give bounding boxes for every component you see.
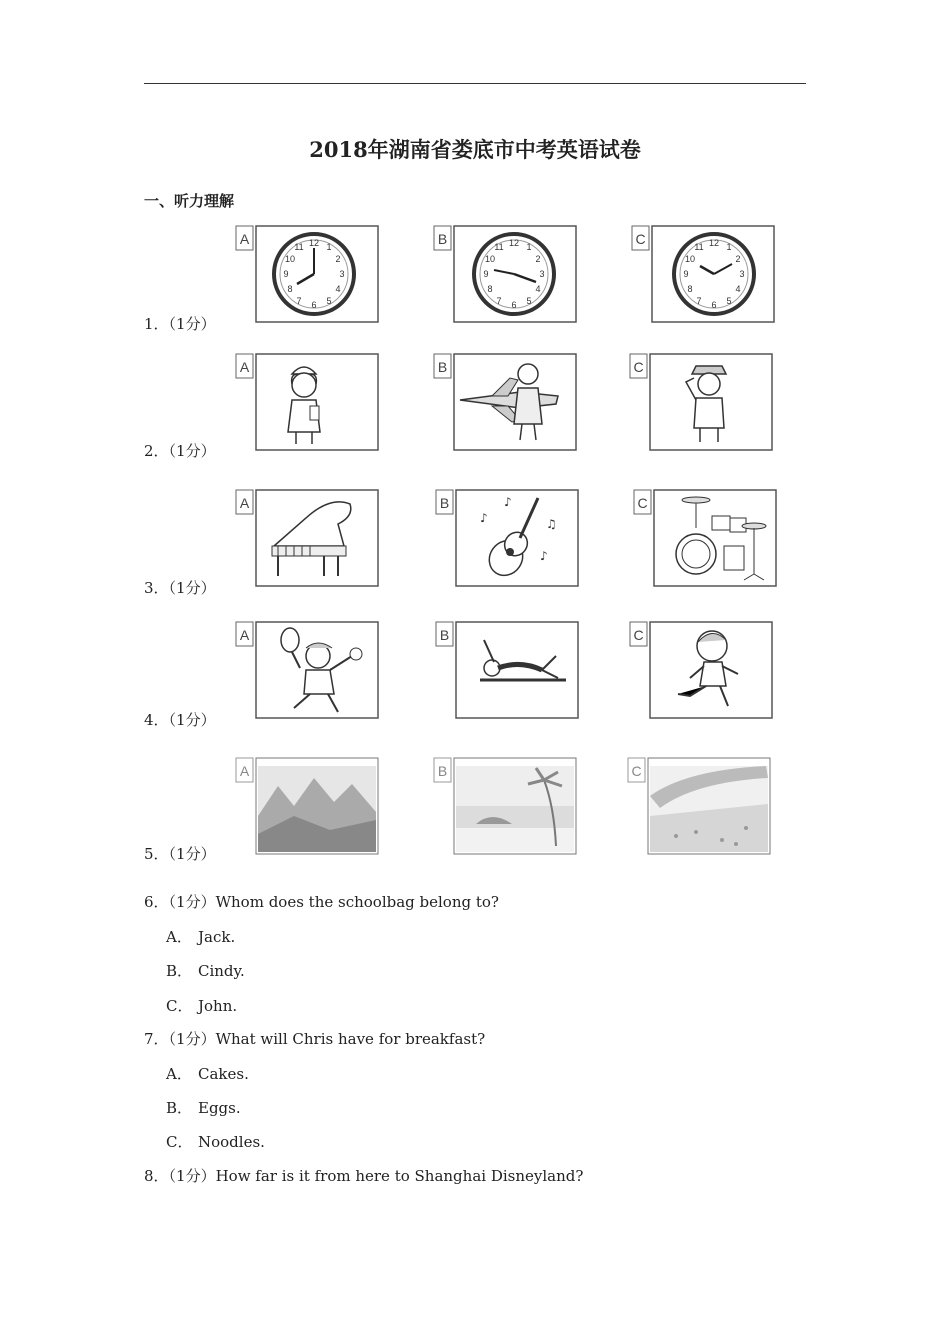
question-6-stem: 6．（1分）Whom does the schoolbag belong to? xyxy=(144,893,499,911)
q5-option-c-picture[interactable] xyxy=(626,756,772,856)
question-4-label: 4．（1分） xyxy=(144,711,216,729)
clock-eight-icon xyxy=(234,224,380,324)
q1-option-a-picture[interactable] xyxy=(234,224,380,324)
q5-a-letter: A xyxy=(239,763,250,779)
guitar-icon xyxy=(434,488,580,588)
q3-option-c-picture[interactable] xyxy=(632,488,778,588)
q6-option-c[interactable] xyxy=(166,995,237,1016)
svg-text:♪: ♪ xyxy=(540,549,548,563)
svg-text:10: 10 xyxy=(684,254,696,264)
svg-text:3: 3 xyxy=(539,269,545,279)
svg-text:2: 2 xyxy=(735,254,741,264)
q4-a-letter: A xyxy=(239,627,250,643)
q3-b-letter: B xyxy=(439,495,450,511)
q7-b-text: Eggs. xyxy=(198,1099,241,1117)
header-rule xyxy=(144,83,806,84)
q4-option-b-picture[interactable] xyxy=(434,620,580,720)
svg-text:4: 4 xyxy=(735,284,741,294)
q1-option-b-picture[interactable] xyxy=(432,224,578,324)
svg-text:8: 8 xyxy=(287,284,293,294)
svg-text:7: 7 xyxy=(496,296,502,306)
question-1-label: 1．（1分） xyxy=(144,315,216,333)
q1-b-letter: B xyxy=(437,231,448,247)
q7-c-text: Noodles. xyxy=(198,1133,265,1151)
svg-text:8: 8 xyxy=(487,284,493,294)
high-jump-icon xyxy=(434,620,580,720)
q6-c-text: John. xyxy=(198,997,238,1015)
q3-c-letter: C xyxy=(637,495,648,511)
svg-text:11: 11 xyxy=(294,242,304,252)
svg-text:2: 2 xyxy=(335,254,341,264)
nurse-icon xyxy=(234,352,380,452)
svg-text:12: 12 xyxy=(308,238,320,248)
q7-b-letter: B． xyxy=(166,1099,193,1117)
q6-b-text: Cindy. xyxy=(198,962,245,980)
svg-text:7: 7 xyxy=(696,296,702,306)
piano-icon xyxy=(234,488,380,588)
clock-three-forty-icon xyxy=(432,224,578,324)
svg-text:5: 5 xyxy=(726,296,732,306)
svg-text:4: 4 xyxy=(335,284,341,294)
question-8-stem: 8．（1分）How far is it from here to Shanghai Disneyland? xyxy=(144,1167,584,1185)
section-heading: 一、听力理解 xyxy=(144,192,235,210)
coastline-icon xyxy=(626,756,772,856)
svg-text:2: 2 xyxy=(535,254,541,264)
svg-text:3: 3 xyxy=(739,269,745,279)
q7-a-text: Cakes. xyxy=(198,1065,249,1083)
q7-option-c[interactable] xyxy=(166,1131,265,1152)
q6-a-text: Jack. xyxy=(198,928,236,946)
svg-text:♪: ♪ xyxy=(480,511,488,525)
svg-text:11: 11 xyxy=(694,242,704,252)
q5-c-letter: C xyxy=(631,763,642,779)
q5-b-letter: B xyxy=(437,763,448,779)
svg-text:12: 12 xyxy=(708,238,720,248)
pilot-jet-icon xyxy=(432,352,578,452)
police-officer-icon xyxy=(628,352,774,452)
svg-text:5: 5 xyxy=(526,296,532,306)
q4-c-letter: C xyxy=(633,627,644,643)
q7-option-b[interactable] xyxy=(166,1097,241,1118)
q2-c-letter: C xyxy=(633,359,644,375)
svg-text:1: 1 xyxy=(326,242,332,252)
tennis-player-icon xyxy=(234,620,380,720)
q6-b-letter: B． xyxy=(166,962,193,980)
q6-a-letter: A． xyxy=(166,928,192,946)
page-title: 2018年湖南省娄底市中考英语试卷 xyxy=(309,137,641,162)
svg-text:6: 6 xyxy=(311,300,317,310)
q3-option-a-picture[interactable] xyxy=(234,488,380,588)
svg-text:6: 6 xyxy=(511,300,517,310)
q6-option-a[interactable] xyxy=(166,926,235,947)
q3-option-b-picture[interactable] xyxy=(434,488,580,588)
svg-text:1: 1 xyxy=(726,242,732,252)
svg-text:6: 6 xyxy=(711,300,717,310)
svg-text:11: 11 xyxy=(494,242,504,252)
svg-text:5: 5 xyxy=(326,296,332,306)
q2-a-letter: A xyxy=(239,359,250,375)
svg-text:♪: ♪ xyxy=(504,495,512,509)
q7-c-letter: C． xyxy=(166,1133,193,1151)
mountains-icon xyxy=(234,756,380,856)
q2-option-c-picture[interactable] xyxy=(628,352,774,452)
beach-palm-icon xyxy=(432,756,578,856)
q5-option-a-picture[interactable] xyxy=(234,756,380,856)
svg-text:3: 3 xyxy=(339,269,345,279)
q6-option-b[interactable] xyxy=(166,960,245,981)
drum-kit-icon xyxy=(632,488,778,588)
clock-ten-ten-icon xyxy=(630,224,776,324)
question-3-label: 3．（1分） xyxy=(144,579,216,597)
svg-text:9: 9 xyxy=(283,269,289,279)
q4-b-letter: B xyxy=(439,627,450,643)
svg-text:9: 9 xyxy=(683,269,689,279)
q6-c-letter: C． xyxy=(166,997,193,1015)
svg-text:1: 1 xyxy=(526,242,532,252)
q1-c-letter: C xyxy=(635,231,646,247)
svg-text:10: 10 xyxy=(284,254,296,264)
q5-option-b-picture[interactable] xyxy=(432,756,578,856)
q1-option-c-picture[interactable] xyxy=(630,224,776,324)
q2-option-b-picture[interactable] xyxy=(432,352,578,452)
svg-text:12: 12 xyxy=(508,238,520,248)
q7-a-letter: A． xyxy=(166,1065,192,1083)
svg-text:8: 8 xyxy=(687,284,693,294)
q2-option-a-picture[interactable] xyxy=(234,352,380,452)
svg-text:10: 10 xyxy=(484,254,496,264)
q1-a-letter: A xyxy=(239,231,250,247)
q4-option-c-picture[interactable] xyxy=(628,620,774,720)
question-2-label: 2．（1分） xyxy=(144,442,216,460)
svg-text:♫: ♫ xyxy=(546,517,557,531)
svg-text:4: 4 xyxy=(535,284,541,294)
q3-a-letter: A xyxy=(239,495,250,511)
running-boy-icon xyxy=(628,620,774,720)
q4-option-a-picture[interactable] xyxy=(234,620,380,720)
q2-b-letter: B xyxy=(437,359,448,375)
svg-text:9: 9 xyxy=(483,269,489,279)
q7-option-a[interactable] xyxy=(166,1063,249,1084)
question-5-label: 5．（1分） xyxy=(144,845,216,863)
svg-text:7: 7 xyxy=(296,296,302,306)
question-7-stem: 7．（1分）What will Chris have for breakfast? xyxy=(144,1030,486,1048)
